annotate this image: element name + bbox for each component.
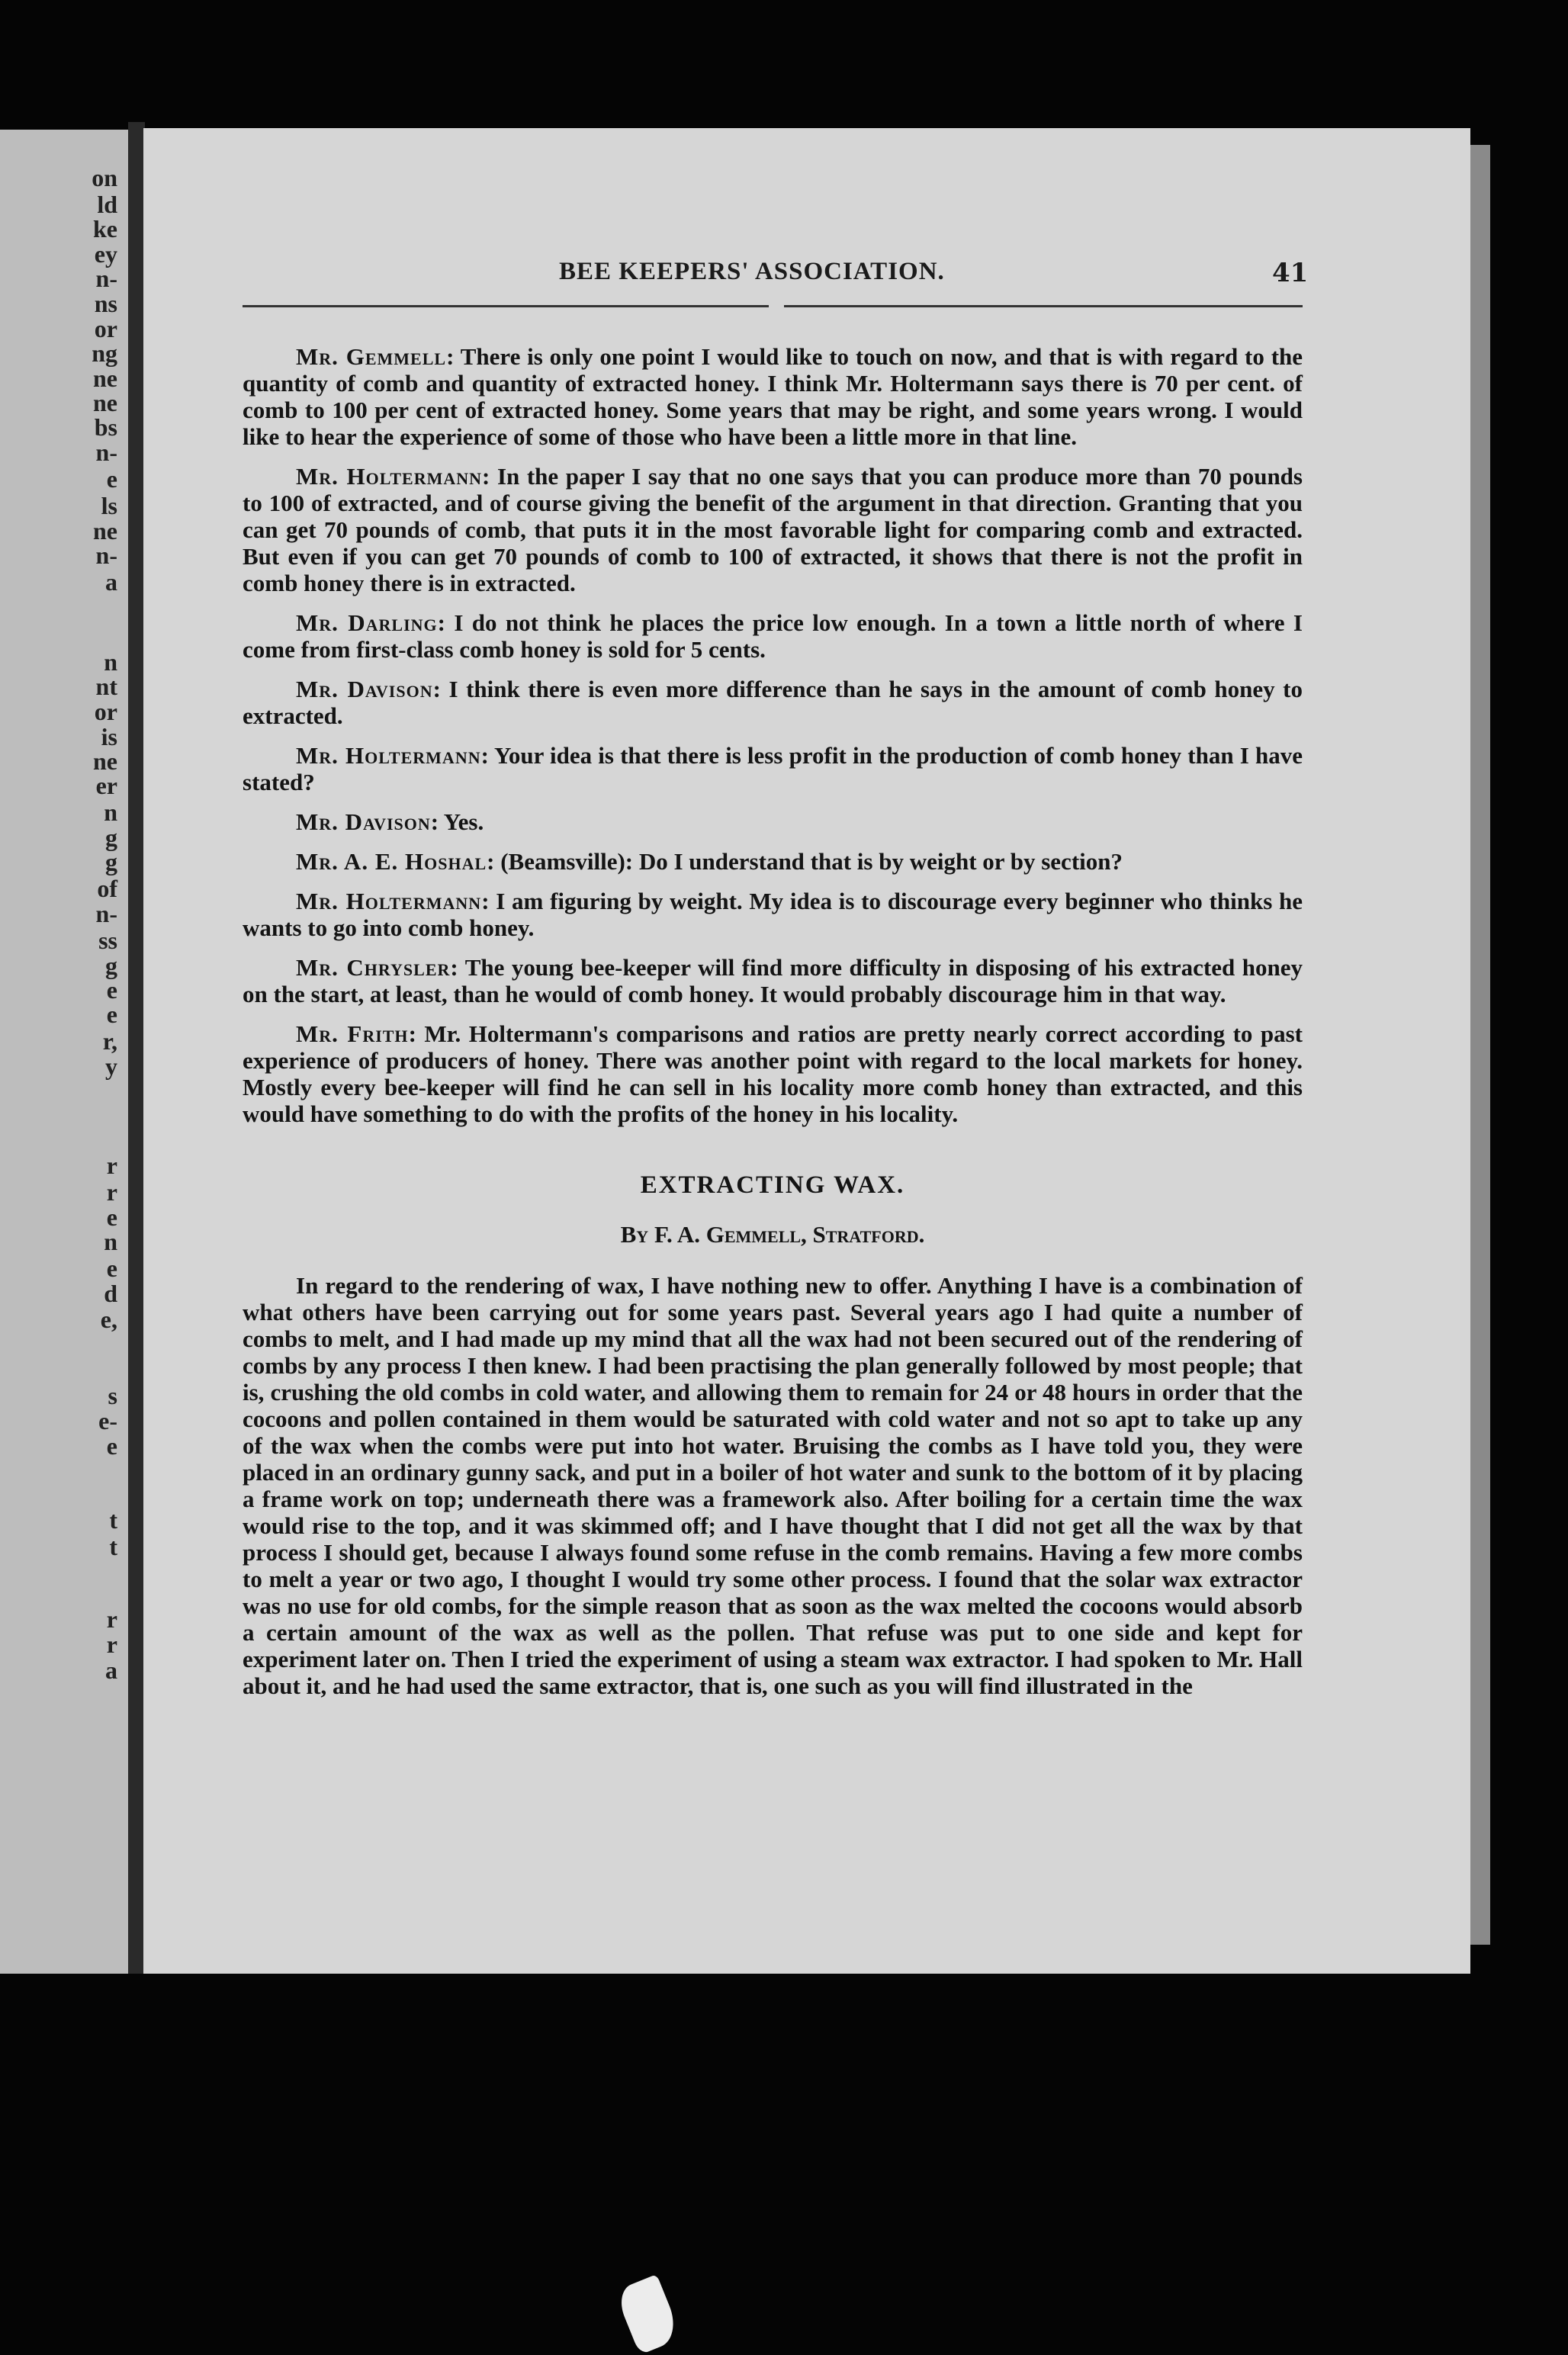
facing-page-text: nt (95, 673, 117, 700)
speaker-name: Mr. Holtermann (296, 463, 483, 490)
speaker-separator: : (480, 742, 494, 769)
facing-page-fragment (0, 130, 128, 1975)
facing-page-text: ns (94, 290, 117, 317)
speaker-separator: : (408, 1020, 425, 1047)
section-title: EXTRACTING WAX. (640, 1171, 905, 1199)
facing-page-text: s (108, 1382, 117, 1409)
speech-text: The young bee-keeper will find more difficulty in disposing of his extracted honey on the start, at least, than he would of comb honey. It would probably discourage him in that way. (243, 954, 1303, 1007)
facing-page-text: g (105, 824, 117, 851)
facing-page-text: e (106, 1203, 117, 1231)
facing-page-text: e (106, 1432, 117, 1460)
facing-page-text: of (97, 875, 117, 902)
facing-page-text: r (106, 1605, 117, 1633)
facing-page-text: ne (93, 517, 117, 545)
discussion-paragraph (243, 848, 1303, 875)
speech-text: There is only one point I would like to touch on now, and that is with regard to the quantity of comb and quantity of extracted honey. I think Mr. Holtermann says there is 70 per cent. of comb to 100 per cent of extracted honey. Some years that may be right, and some years wrong. I would like to hear the experience of some of those who have been a little more in that line. (243, 343, 1303, 450)
facing-page-text: ld (97, 191, 117, 218)
facing-page-text: r (106, 1631, 117, 1658)
facing-page-text: or (94, 315, 117, 342)
facing-page-text: r (106, 1178, 117, 1206)
facing-page-text: n- (95, 265, 117, 292)
facing-page-text: ss (98, 927, 117, 954)
book-gutter (128, 122, 145, 1983)
section-body: In regard to the rendering of wax, I have nothing new to offer. Anything I have is a combination of what others have been carrying out for some years past. Several years ago I had quite a number of combs to melt, and I had made up my mind that all the wax had not been secured out of the rendering of combs by any process I then knew. I had been practising the plan generally followed by most people; that is, crushing the old combs in cold water, and allowing them to remain for 24 or 48 hours in order that the cocoons and pollen contained in them would be saturated with cold water and not so apt to take up any of the wax when the combs were put into hot water. Bruising the combs as I have told you, they were placed in an ordinary gunny sack, and put in a boiler of hot water and sunk to the bottom of it by placing a frame work on top; underneath there was a framework also. After boiling for a certain time the wax would rise to the top, and it was skimmed off; and I have thought that I did not get all the wax by that process I should get, because I always found some refuse in the comb remains. Having a few more combs to melt a year or two ago, I thought I would try some other process. I found that the solar wax extractor was no use for old combs, for the simple reason that as soon as the wax melted the cocoons would absorb a certain amount of the wax as well as the pollen. That refuse was put to one side and kept for experiment later on. Then I tried the experiment of using a steam wax extractor. I had spoken to Mr. Hall about it, and he had used the same extractor, that is, one such as you will find illustrated in the (243, 1272, 1303, 1699)
speaker-name: Mr. Darling (296, 609, 438, 636)
facing-page-text: or (94, 698, 117, 725)
header-rule-right (784, 305, 1303, 307)
discussion-paragraph (243, 1020, 1303, 1127)
discussion-paragraph (243, 808, 1303, 835)
speaker-name: Mr. Holtermann (296, 742, 481, 769)
speaker-separator: : (446, 343, 461, 370)
speech-text: Yes. (443, 808, 484, 835)
facing-page-text: g (105, 848, 117, 875)
facing-page-text: g (105, 952, 117, 979)
facing-page-text: ey (94, 240, 117, 268)
facing-page-text: e (106, 465, 117, 493)
speech-text: I think there is even more difference than he says in the amount of comb honey to extracted. (243, 676, 1303, 729)
speaker-separator: : (450, 954, 465, 981)
discussion-paragraph (243, 463, 1303, 596)
byline (243, 1221, 1303, 1248)
facing-page-text: t (109, 1506, 117, 1534)
facing-page-text: t (109, 1533, 117, 1560)
speech-text: I do not think he places the price low enough. In a town a little north of where I come from first-class comb honey is sold for 5 cents. (243, 609, 1303, 663)
facing-page-text: n- (95, 439, 117, 466)
facing-page-text: e (106, 1001, 117, 1028)
facing-page-text: on (92, 164, 117, 191)
facing-page-text: n- (95, 541, 117, 569)
speech-text: Mr. Holtermann's comparisons and ratios are pretty nearly correct according to past experience of producers of honey. There was another point with regard to the local markets for honey. Mostly every bee-keeper will find he can sell in his locality more comb honey than extracted, and this would have something to do with the profits of the honey in his locality. (243, 1020, 1303, 1127)
speaker-separator: : (437, 609, 455, 636)
speaker-name: Mr. Gemmell (296, 343, 447, 370)
running-head: BEE KEEPERS' ASSOCIATION. (559, 258, 945, 285)
speaker-name: Mr. Davison (296, 808, 431, 835)
facing-page-text: d (104, 1280, 117, 1307)
scan-background (0, 1974, 1568, 2355)
discussion-paragraph (243, 742, 1303, 795)
speaker-name: Mr. Holtermann (296, 888, 482, 914)
facing-page-text: ne (93, 389, 117, 416)
facing-page-text: ng (92, 339, 117, 367)
header-rule-left (243, 305, 769, 307)
speaker-name: Mr. Chrysler (296, 954, 451, 981)
facing-page-text: y (105, 1052, 117, 1080)
facing-page-text: n (104, 648, 117, 676)
facing-page-text: n (104, 798, 117, 826)
facing-page-text: r, (102, 1027, 117, 1055)
discussion-paragraph (243, 609, 1303, 663)
speaker-separator: : (430, 808, 444, 835)
page-edge-shadow (1470, 145, 1490, 1945)
facing-page-text: e, (100, 1306, 117, 1333)
facing-page-text: ke (93, 215, 117, 243)
speaker-separator: : (482, 463, 497, 490)
byline-prefix: By (620, 1221, 649, 1248)
facing-page-text: a (105, 568, 117, 596)
facing-page-text: n- (95, 900, 117, 927)
facing-page-text: ne (93, 747, 117, 775)
facing-page-text: bs (94, 413, 117, 441)
speech-text: Your idea is that there is less profit in the production of comb honey than I have stated? (243, 742, 1303, 795)
discussion-section (243, 343, 1303, 1127)
facing-page-text: e- (98, 1407, 117, 1435)
speech-text: I am figuring by weight. My idea is to discourage every beginner who thinks he wants to go into comb honey. (243, 888, 1303, 941)
facing-page-text: r (106, 1152, 117, 1179)
facing-page-text: ls (101, 492, 117, 519)
facing-page-text: e (106, 976, 117, 1004)
byline-author: F. A. Gemmell, Stratford. (654, 1221, 925, 1248)
facing-page-text: a (105, 1656, 117, 1684)
speaker-separator: : (432, 676, 449, 702)
page-content (243, 343, 1303, 1723)
speaker-separator: : (481, 888, 496, 914)
discussion-paragraph (243, 343, 1303, 450)
page-header (143, 258, 1470, 288)
facing-page-text: e (106, 1255, 117, 1282)
speech-text: (Beamsville): Do I understand that is by weight or by section? (500, 848, 1123, 875)
page-number: 41 (1272, 258, 1309, 288)
facing-page-text: n (104, 1228, 117, 1255)
discussion-paragraph (243, 888, 1303, 941)
discussion-paragraph (243, 676, 1303, 729)
facing-page-text: is (101, 723, 117, 750)
speaker-name: Mr. A. E. Hoshal (296, 848, 487, 875)
facing-page-text: er (95, 772, 117, 799)
speaker-separator: : (487, 848, 501, 875)
book-page (143, 128, 1470, 1974)
facing-page-text: ne (93, 365, 117, 392)
speech-text: In the paper I say that no one says that you can produce more than 70 pounds to 100 of extracted, and of course giving the benefit of the argument in that direction. Granting that you can get 70 pounds of comb, that puts it in the most favorable light for comparing comb and extracted. But even if you can get 70 pounds of comb to 100 of extracted, it shows that there is not the profit in comb honey there is in extracted. (243, 463, 1303, 596)
speaker-name: Mr. Davison (296, 676, 433, 702)
speaker-name: Mr. Frith (296, 1020, 409, 1047)
discussion-paragraph (243, 954, 1303, 1007)
